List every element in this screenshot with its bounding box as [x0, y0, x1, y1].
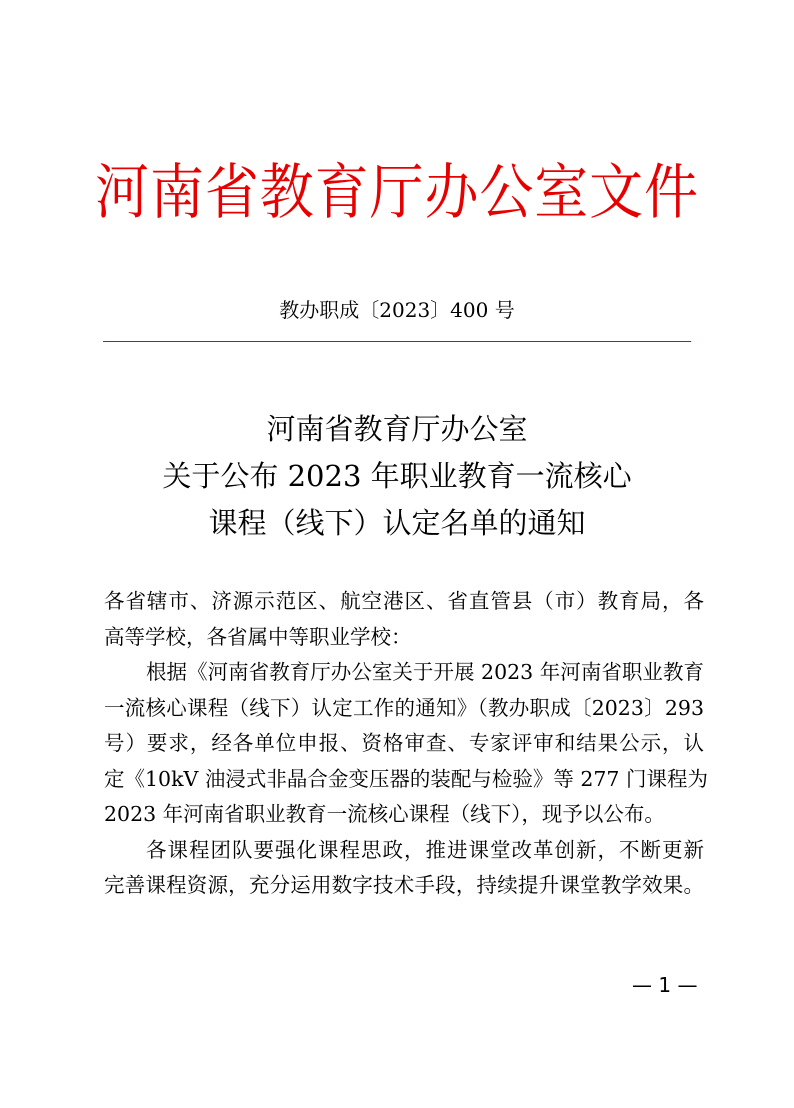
paragraph-2-line-2: 完善课程资源，充分运用数字技术手段，持续提升课堂教学效果。: [104, 873, 704, 897]
paragraph-2-line-1: 各课程团队要强化课程思政，推进课堂改革创新，不断更新: [146, 837, 704, 862]
title-line-2: 关于公布 2023 年职业教育一流核心: [162, 459, 632, 493]
paragraph-1-line-3: 号）要求，经各单位申报、资格审查、专家评审和结果公示，认: [104, 731, 704, 755]
paragraph-1-line-1: 根据《河南省教育厅办公室关于开展 2023 年河南省职业教育: [146, 660, 704, 684]
recipients-line-2: 高等学校，各省属中等职业学校：: [104, 624, 412, 649]
recipients-line-1: 各省辖市、济源示范区、航空港区、省直管县（市）教育局，各: [104, 589, 704, 613]
paragraph-1-line-2: 一流核心课程（线下）认定工作的通知》（教办职成〔2023〕293: [104, 695, 704, 720]
paragraph-1-line-4: 定《10kV 油浸式非晶合金变压器的装配与检验》等 277 门课程为: [104, 766, 708, 791]
masthead-title: 河南省教育厅办公室文件: [95, 158, 699, 228]
red-divider-line: [103, 341, 691, 342]
page-number: — 1 —: [632, 973, 698, 997]
paragraph-1: [104, 655, 708, 833]
paragraph-2: [104, 833, 704, 904]
recipients: [104, 584, 704, 655]
notice-body: [104, 584, 708, 904]
title-line-3: 课程（线下）认定名单的通知: [208, 506, 586, 540]
paragraph-1-line-5: 2023 年河南省职业教育一流核心课程（线下），现予以公布。: [104, 802, 665, 826]
document-number: 教办职成〔2023〕400 号: [279, 298, 515, 322]
notice-title: [0, 406, 794, 547]
title-line-1: 河南省教育厅办公室: [266, 412, 528, 446]
